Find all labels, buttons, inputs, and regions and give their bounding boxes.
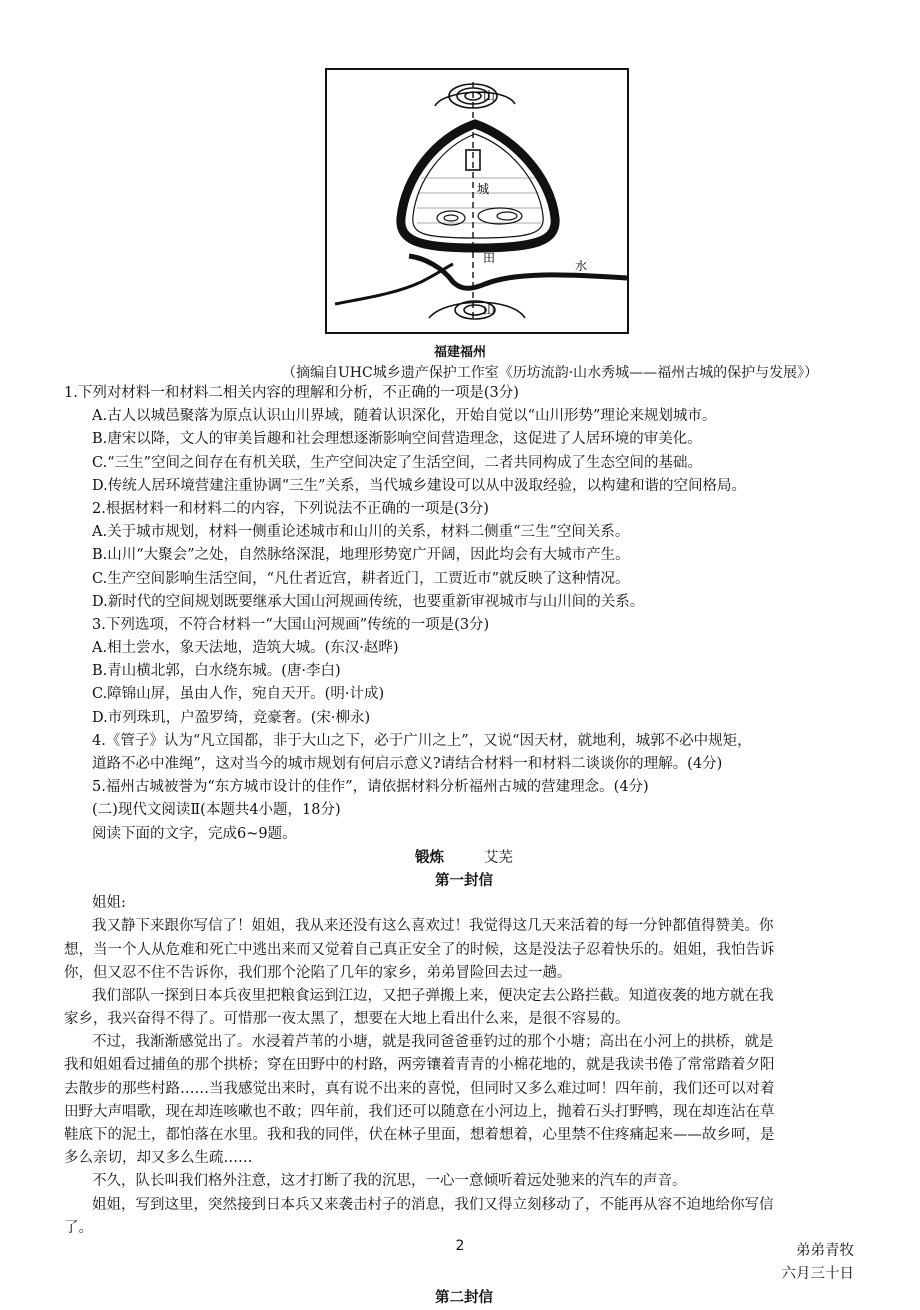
- paragraph-line: 鞋底下的泥土，都怕落在水里。我和我的同伴，伏在林子里面，想着想着，心里禁不住疼痛起来——故乡呵，是: [64, 1127, 775, 1143]
- option-line: A.相土尝水，象天法地，造筑大城。(东汉·赵晔): [92, 640, 399, 657]
- paragraph-line: 姐姐，写到这里，突然接到日本兵又来袭击村子的消息，我们又得立刻移动了，不能再从容不迫地给你写信: [92, 1196, 774, 1213]
- paragraph-line: 不久，队长叫我们格外注意，这才打断了我的沉思，一心一意倾听着远处驰来的汽车的声音。: [92, 1173, 687, 1190]
- story-title: 锻炼: [415, 848, 444, 866]
- paragraph-line: 家乡，我兴奋得不得了。可惜那一夜太黑了，想要在大地上看出什么来，是很不容易的。: [64, 1011, 630, 1028]
- question-line: 1.下列对材料一和材料二相关内容的理解和分析，不正确的一项是(3分): [64, 385, 519, 401]
- instruction: 阅读下面的文字，完成6~9题。: [92, 825, 297, 842]
- paragraph-line: 多么亲切，却又多么生疏……: [64, 1150, 253, 1167]
- paragraph-line: 我们部队一探到日本兵夜里把粮食运到江边，又把子弹搬上来，便决定去公路拦截。知道夜袭的地方就在我: [92, 987, 774, 1004]
- option-line: C.障锦山屏，虽由人作，宛自天开。(明·计成): [92, 686, 385, 703]
- option-line: B.山川“大聚会”之处，自然脉络深混，地理形势宽广开阔，因此均会有大城市产生。: [92, 547, 630, 564]
- story-title-line: [64, 846, 864, 869]
- paragraph-line: 想，当一个人从危难和死亡中逃出来而又觉着自己真正安全了的时候，这是没法子忍着快乐的。姐姐，我怕告诉: [64, 941, 775, 958]
- option-line: B.青山横北郭，白水绕东城。(唐·李白): [92, 663, 341, 680]
- option-line: D.市列珠玑，户盈罗绮，竞豪奢。(宋·柳永): [92, 709, 371, 726]
- fuzhou-map: [325, 68, 629, 334]
- question-line: 4.《管子》认为“凡立国都，非于大山之下，必于广川之上”，又说“因天材，就地利，城郭不必中规矩，: [92, 732, 752, 749]
- map-label-water: 水: [575, 259, 588, 273]
- question-line: 3.下列选项，不符合材料一“大国山河规画”传统的一项是(3分): [92, 616, 490, 633]
- map-label-field: 田: [483, 251, 496, 265]
- option-line: D.传统人居环境营建注重协调“三生”关系，当代城乡建设可以从中汲取经验，以构建和谐的空间格局。: [92, 477, 747, 494]
- option-line: A.关于城市规划，材料一侧重论述城市和山川的关系，材料二侧重“三生”空间关系。: [92, 524, 630, 541]
- option-line: B.唐宋以降，文人的审美旨趣和社会理想逐渐影响空间营造理念，这促进了人居环境的审美化。: [92, 431, 702, 448]
- map-label-mountain-bottom: 山: [483, 303, 496, 317]
- signature: 弟弟青牧: [796, 1242, 854, 1259]
- letter1-title: 第一封信: [435, 871, 493, 889]
- page-number: 2: [455, 1238, 465, 1254]
- paragraph-line: 了。: [64, 1219, 93, 1236]
- option-line: D.新时代的空间规划既要继承大国山河规画传统，也要重新审视城市与山川间的关系。: [92, 593, 645, 610]
- question-line-cont: 道路不必中准绳”，这对当今的城市规划有何启示意义?请结合材料一和材料二谈谈你的理解。(4分): [92, 756, 723, 772]
- section-heading: (二)现代文阅读Ⅱ(本题共4小题，18分): [92, 802, 341, 819]
- paragraph-line: 去散步的那些村路……当我感觉出来时，真有说不出来的喜悦，但同时又多么难过呵！四年前，我们还可以对着: [64, 1080, 775, 1097]
- letter-date: 六月三十日: [781, 1266, 854, 1283]
- option-line: C.“三生”空间之间存在有机关联，生产空间决定了生活空间，二者共同构成了生态空间的基础。: [92, 454, 703, 471]
- story-author: 艾芜: [484, 849, 513, 866]
- letter2-title: 第二封信: [435, 1289, 493, 1307]
- option-line: A.古人以城邑聚落为原点认识山川界域，随着认识深化，开始自觉以“山川形势”理论来规划城市。: [92, 408, 717, 425]
- map-label-mountain-top: 山: [483, 89, 496, 103]
- question-line: 2.根据材料一和材料二的内容，下列说法不正确的一项是(3分): [92, 500, 489, 517]
- paragraph-line: 你，但又忍不住不告诉你，我们那个沦陷了几年的家乡，弟弟冒险回去过一趟。: [64, 964, 572, 981]
- map-caption: 福建福州: [433, 345, 486, 360]
- paragraph-line: 不过，我渐渐感觉出了。水浸着芦苇的小塘，就是我同爸爸垂钓过的那个小塘；高出在小河上的拱桥，就是: [92, 1034, 774, 1051]
- paragraph-line: 田野大声唱歌，现在却连咳嗽也不敢；四年前，我们还可以随意在小河边上，抛着石头打野鸭，现在却连沾在草: [64, 1103, 775, 1120]
- salutation: 姐姐:: [92, 895, 126, 912]
- option-line: C.生产空间影响生活空间，“凡仕者近宫，耕者近门，工贾近市”就反映了这种情况。: [92, 570, 630, 587]
- question-line: 5.福州古城被誉为“东方城市设计的佳作”，请依据材料分析福州古城的营建理念。(4分): [92, 779, 649, 796]
- paragraph-line: 我和姐姐看过捕鱼的那个拱桥；穿在田野中的村路，两旁镶着青青的小棉花地的，就是我读书倦了常常踏着夕阳: [64, 1057, 775, 1074]
- map-source: （摘编自UHC城乡遗产保护工作室《历坊流韵·山水秀城——福州古城的保护与发展》）: [282, 365, 819, 381]
- paragraph-line: 我又静下来跟你写信了！姐姐，我从来还没有这么喜欢过！我觉得这几天来活着的每一分钟都值得赞美。你: [92, 918, 774, 935]
- page-content: [64, 382, 864, 1310]
- map-label-city: 城: [477, 182, 490, 196]
